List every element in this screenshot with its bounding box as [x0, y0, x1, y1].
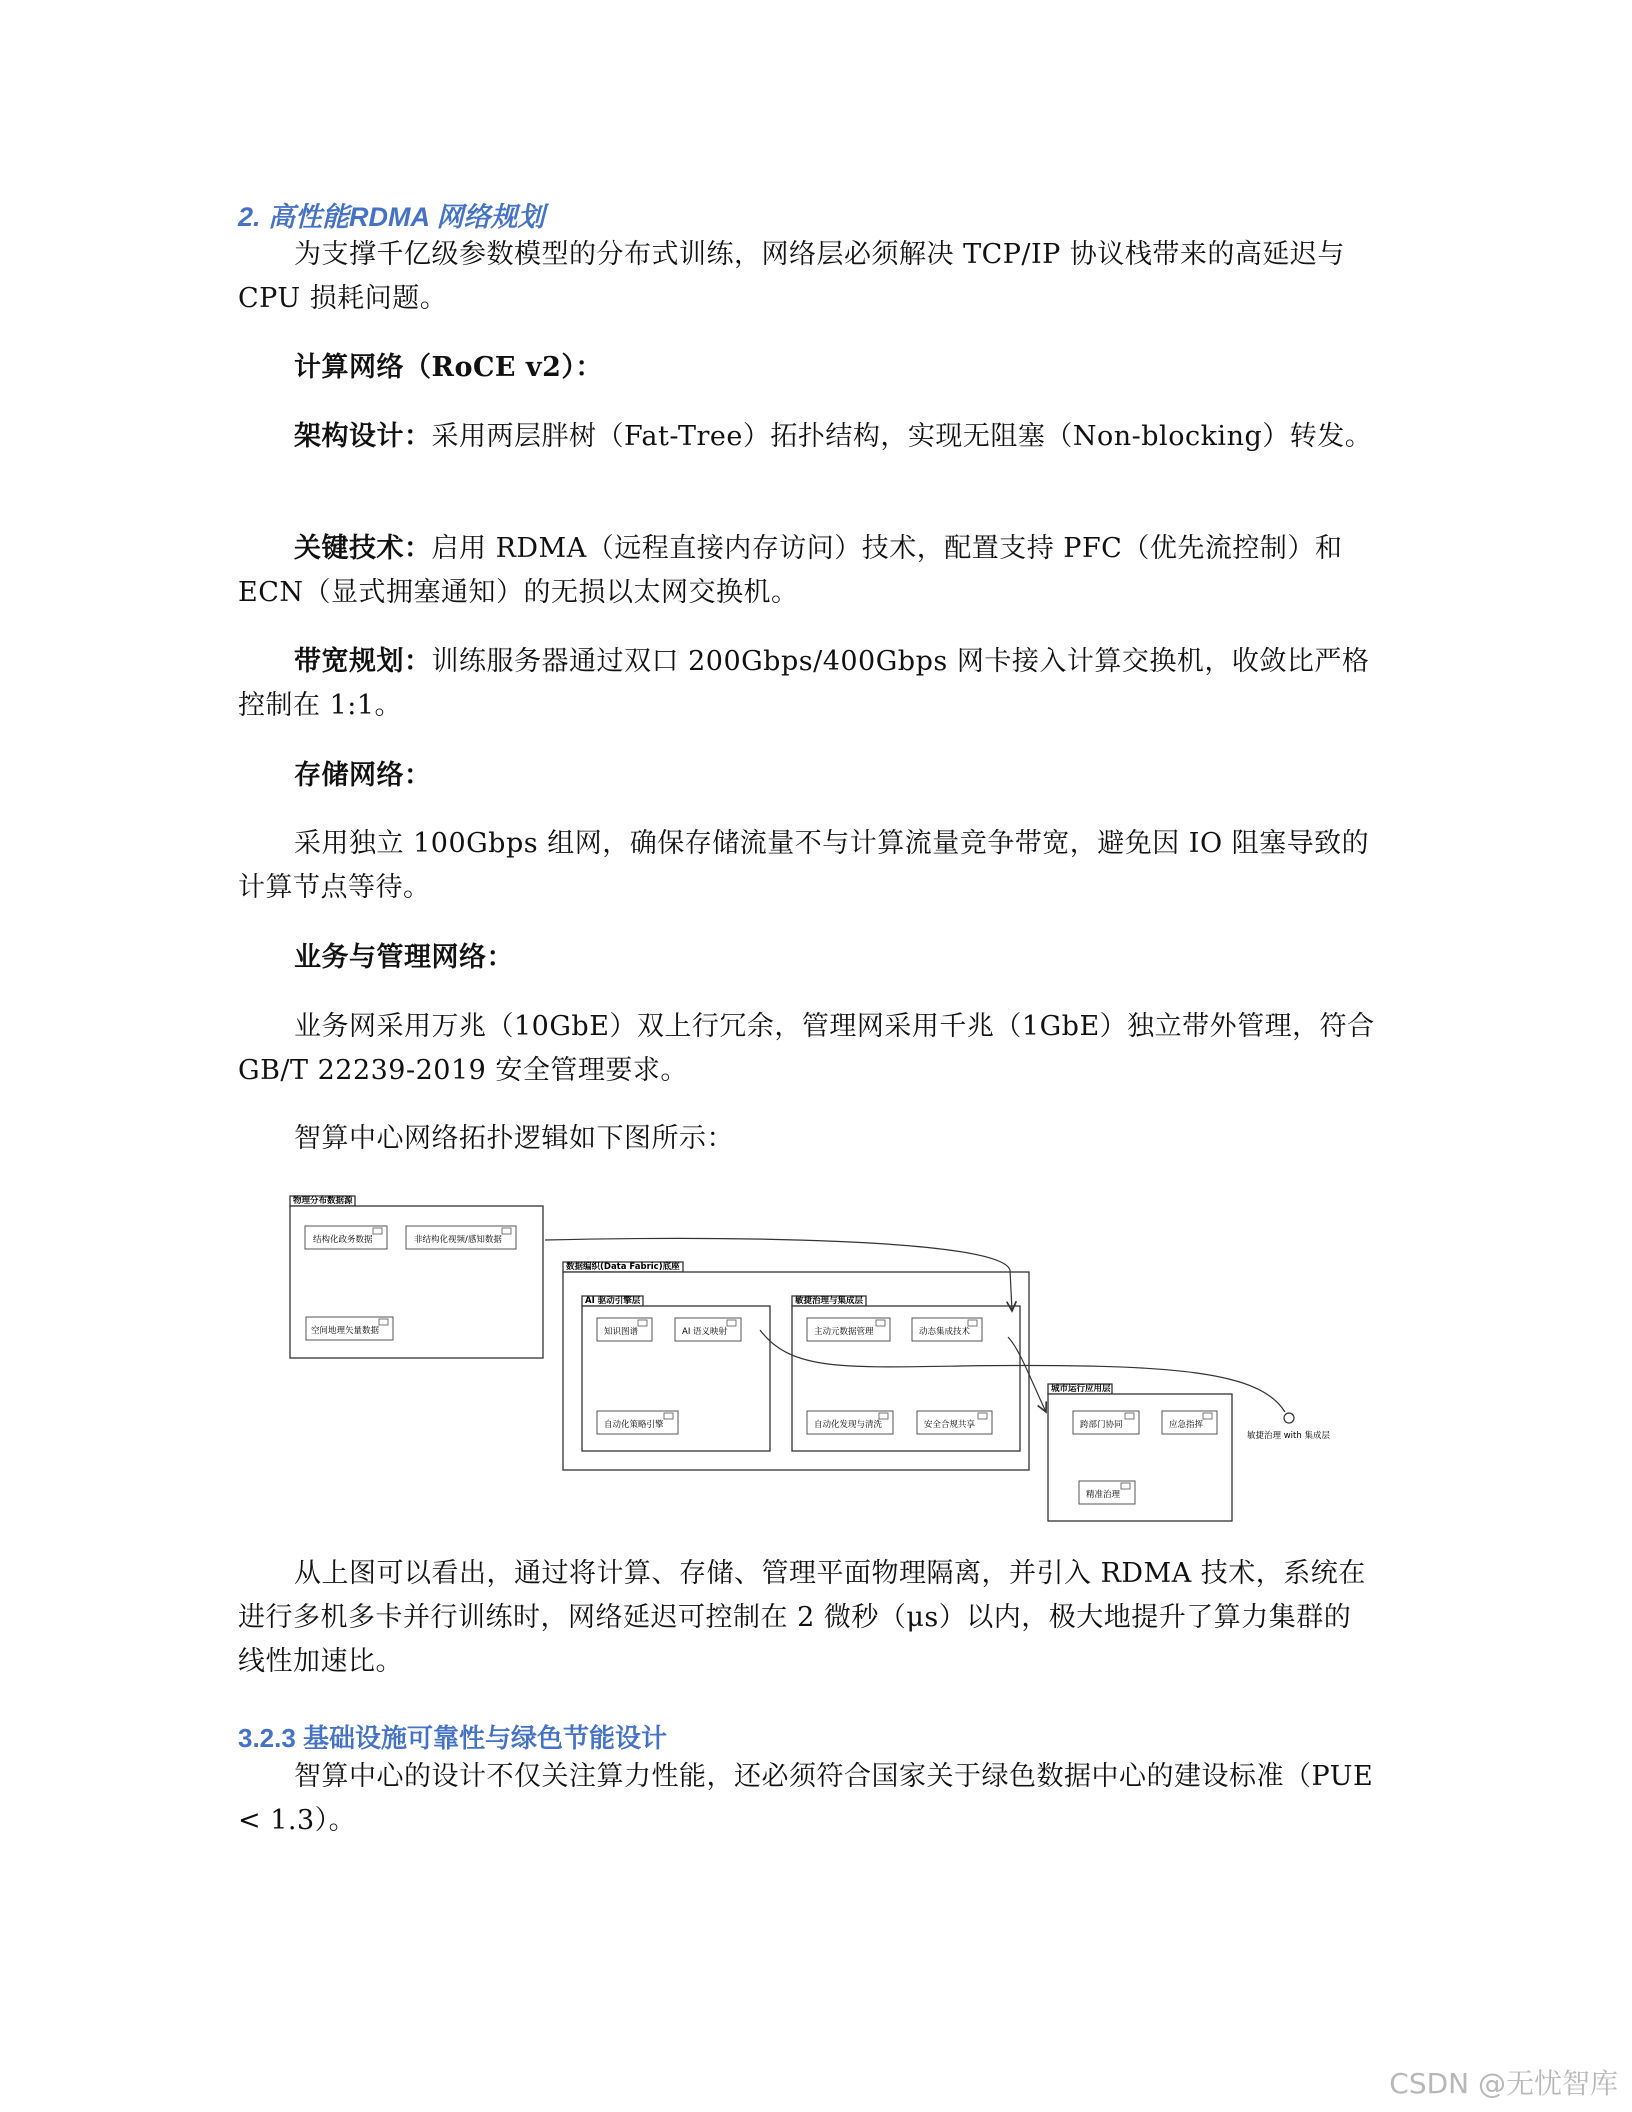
key-label: 关键技术： [294, 533, 432, 564]
component-auto-policy-engine [597, 1411, 678, 1434]
unstructured-data-label: 非结构化视频/感知数据 [414, 1235, 502, 1245]
compute-network-title: 计算网络（RoCE v2）： [294, 352, 603, 383]
component-structured-data [305, 1226, 387, 1249]
secure-sharing-label: 安全合规共享 [924, 1420, 976, 1430]
storage-paragraph: 采用独立 100Gbps 组网，确保存储流量不与计算流量竞争带宽，避免因 IO 阻塞导致的计算节点等待。 [238, 828, 1370, 903]
data-fabric-title: 数据编织(Data Fabric)底座 [566, 1262, 680, 1272]
knowledge-graph-label: 知识图谱 [604, 1327, 639, 1337]
structured-data-label: 结构化政务数据 [313, 1235, 373, 1245]
ai-semantic-mapping-label: AI 语义映射 [682, 1327, 728, 1337]
component-active-metadata [807, 1318, 890, 1341]
component-auto-discovery [807, 1411, 893, 1434]
component-dynamic-integration [912, 1318, 982, 1341]
governance-title: 敏捷治理与集成层 [795, 1296, 864, 1306]
section-heading-rdma: 2. 高性能RDMA 网络规划 [238, 202, 545, 232]
spatial-data-label: 空间地理矢量数据 [311, 1326, 380, 1336]
cross-dept-label: 跨部门协同 [1080, 1420, 1123, 1430]
ai-engine-title: AI 驱动引擎层 [585, 1296, 641, 1306]
arch-label: 架构设计： [294, 421, 432, 452]
active-metadata-label: 主动元数据管理 [814, 1327, 874, 1337]
component-secure-sharing [917, 1411, 992, 1434]
component-ai-semantic-mapping [675, 1318, 741, 1341]
bw-label: 带宽规划： [294, 646, 432, 677]
component-emergency-command [1162, 1411, 1217, 1434]
precise-governance-label: 精准治理 [1086, 1490, 1121, 1500]
business-paragraph: 业务网采用万兆（10GbE）双上行冗余，管理网采用千兆（1GbE）独立带外管理，符合 GB/T 22239-2019 安全管理要求。 [238, 1011, 1375, 1086]
infrastructure-paragraph: 智算中心的设计不仅关注算力性能，还必须符合国家关于绿色数据中心的建设标准（PUE < 1.3）。 [238, 1761, 1374, 1836]
component-unstructured-data [406, 1226, 516, 1249]
business-network-title: 业务与管理网络： [294, 942, 514, 973]
interface-label: 敏捷治理 with 集成层 [1247, 1431, 1330, 1441]
emergency-command-label: 应急指挥 [1169, 1420, 1204, 1430]
city-app-title: 城市运行应用层 [1051, 1384, 1111, 1394]
auto-policy-engine-label: 自动化策略引擎 [604, 1420, 664, 1430]
arch-text: 采用两层胖树（Fat-Tree）拓扑结构，实现无阻塞（Non-blocking）转发。 [431, 421, 1373, 452]
city-app-package [1048, 1383, 1232, 1521]
component-precise-governance [1079, 1481, 1135, 1504]
watermark-footer: CSDN @无忧智库 [1389, 2067, 1618, 2100]
component-cross-dept [1073, 1411, 1139, 1434]
intro-paragraph: 为支撑千亿级参数模型的分布式训练，网络层必须解决 TCP/IP 协议栈带来的高延迟与 CPU 损耗问题。 [238, 239, 1345, 314]
storage-network-title: 存储网络： [294, 760, 432, 791]
auto-discovery-label: 自动化发现与清洗 [814, 1420, 883, 1430]
conclusion-paragraph: 从上图可以看出，通过将计算、存储、管理平面物理隔离，并引入 RDMA 技术，系统在进行多机多卡并行训练时，网络延迟可控制在 2 微秒（μs）以内，极大地提升了算力集群的线性加速比。 [238, 1558, 1366, 1677]
component-knowledge-graph [597, 1318, 652, 1341]
physical-source-title: 物理分布数据源 [293, 1196, 353, 1206]
section-heading-infrastructure: 3.2.3 基础设施可靠性与绿色节能设计 [238, 1723, 668, 1753]
component-spatial-data [306, 1317, 393, 1340]
diagram-intro: 智算中心网络拓扑逻辑如下图所示： [294, 1123, 734, 1154]
key-text: 启用 RDMA（远程直接内存访问）技术，配置支持 PFC（优先流控制）和 ECN（显式拥塞通知）的无损以太网交换机。 [238, 533, 1343, 608]
interface-node [1247, 1413, 1330, 1441]
bw-text: 训练服务器通过双口 200Gbps/400Gbps 网卡接入计算交换机，收敛比严格控制在 1:1。 [238, 646, 1370, 721]
dynamic-integration-label: 动态集成技术 [919, 1327, 971, 1337]
